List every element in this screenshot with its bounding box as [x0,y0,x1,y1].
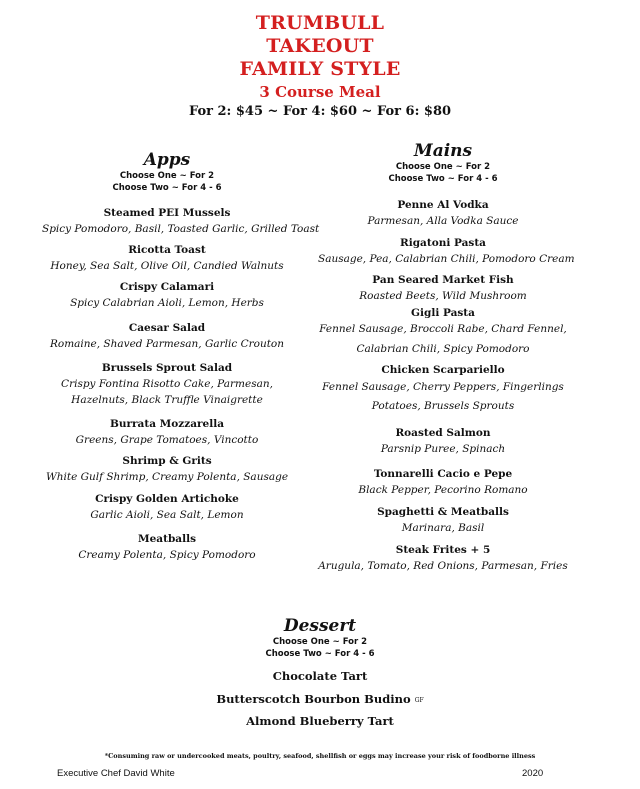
item-description: Crispy Fontina Risotto Cake, Parmesan, [61,378,273,390]
menu-item [318,426,568,457]
item-description: Parsnip Puree, Spinach [380,443,506,455]
apps-choose-one: Choose One ~ For 2 [119,171,215,181]
menu-item [318,363,568,416]
item-name: Steamed PEI Mussels [103,207,231,219]
item-name: Meatballs [138,533,196,545]
dessert-title: Dessert [283,616,357,636]
menu-item [42,492,292,523]
item-name: Crispy Calamari [119,281,215,293]
item-name: Pan Seared Market Fish [372,274,514,286]
mains-section [318,141,575,581]
item-name: Spaghetti & Meatballs [377,506,509,518]
menu-item [42,280,292,311]
item-description: Fennel Sausage, Broccoli Rabe, Chard Fennel, [319,323,567,335]
item-description: Garlic Aioli, Sea Salt, Lemon [90,509,244,521]
dessert-item-name: Butterscotch Bourbon Budino [216,692,411,706]
item-description: Fennel Sausage, Cherry Peppers, Fingerlings [322,381,564,393]
item-name: Crispy Golden Artichoke [95,493,239,505]
meal-subtitle: 3 Course Meal [259,83,381,101]
item-description: Honey, Sea Salt, Olive Oil, Candied Walnuts [50,260,284,272]
apps-title: Apps [143,150,191,170]
item-name: Tonnarelli Cacio e Pepe [373,468,513,480]
apps-section [42,150,320,570]
dessert-item [0,691,640,709]
item-name: Caesar Salad [128,322,206,334]
item-name: Steak Frites + 5 [395,544,491,556]
gluten-free-tag: GF [414,697,424,704]
item-name: Gigli Pasta [411,307,475,319]
mains-title: Mains [413,141,473,161]
apps-choose-two: Choose Two ~ For 4 - 6 [112,183,222,193]
mains-choose-two: Choose Two ~ For 4 - 6 [388,174,498,184]
item-description: Potatoes, Brussels Sprouts [371,400,515,412]
item-name: Brussels Sprout Salad [101,362,233,374]
menu-item [318,236,575,267]
item-name: Roasted Salmon [395,427,491,439]
dessert-choose-two: Choose Two ~ For 4 - 6 [265,649,375,659]
item-name: Chicken Scarpariello [381,364,505,376]
item-name: Shrimp & Grits [122,455,212,467]
menu-item [318,306,568,357]
food-safety-disclaimer: *Consuming raw or undercooked meats, poultry, seafood, shellfish or eggs may increase your risk of foodborne illness [104,752,536,760]
pricing-line: For 2: $45 ~ For 4: $60 ~ For 6: $80 [188,104,452,119]
item-description: Roasted Beets, Wild Mushroom [359,290,527,302]
chef-credit: Executive Chef David White [57,768,175,779]
menu-item [42,321,292,352]
item-name: Rigatoni Pasta [400,237,486,249]
menu-item [42,454,292,485]
item-description: White Gulf Shrimp, Creamy Polenta, Sausage [45,471,289,483]
dessert-item [0,713,640,729]
menu-style: FAMILY STYLE [239,58,401,80]
dessert-item [0,668,640,684]
item-description: Spicy Pomodoro, Basil, Toasted Garlic, Grilled Toast [42,223,320,235]
item-description: Calabrian Chili, Spicy Pomodoro [356,343,530,355]
item-description: Creamy Polenta, Spicy Pomodoro [78,549,256,561]
menu-header [0,12,640,121]
menu-item [42,361,292,408]
menu-item [318,505,568,536]
dessert-choose-one: Choose One ~ For 2 [272,637,368,647]
menu-item [318,273,568,304]
item-name: Penne Al Vodka [397,199,489,211]
item-description: Parmesan, Alla Vodka Sauce [367,215,519,227]
menu-item [42,417,292,448]
item-name: Burrata Mozzarella [109,418,225,430]
restaurant-name: TRUMBULL [255,12,385,34]
item-description: Greens, Grape Tomatoes, Vincotto [75,434,259,446]
dessert-section [0,616,640,728]
item-description: Marinara, Basil [401,522,485,534]
service-type: TAKEOUT [266,35,374,57]
item-description: Arugula, Tomato, Red Onions, Parmesan, Fries [318,560,568,572]
item-description: Romaine, Shaved Parmesan, Garlic Crouton [49,338,285,350]
menu-item [318,198,568,229]
mains-choose-one: Choose One ~ For 2 [395,162,491,172]
item-name: Ricotta Toast [128,244,206,256]
menu-item [42,243,292,274]
menu-item [318,543,568,574]
dessert-item-name: Chocolate Tart [272,669,368,683]
item-description: Spicy Calabrian Aioli, Lemon, Herbs [70,297,264,309]
menu-year: 2020 [522,768,544,779]
item-description: Hazelnuts, Black Truffle Vinaigrette [71,394,263,406]
item-description: Sausage, Pea, Calabrian Chili, Pomodoro Cream [318,253,575,265]
dessert-item-name: Almond Blueberry Tart [246,714,394,728]
menu-item [42,532,292,563]
menu-item [318,467,568,498]
item-description: Black Pepper, Pecorino Romano [358,484,528,496]
menu-item [42,206,320,237]
